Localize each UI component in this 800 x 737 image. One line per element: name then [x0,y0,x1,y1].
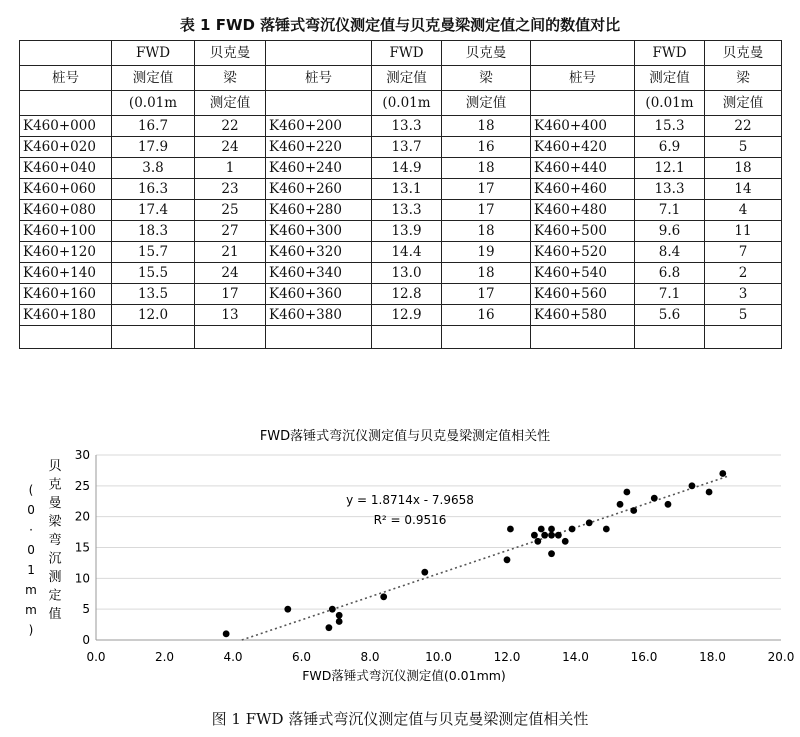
header-cell: 测定值 [635,66,705,91]
value-cell: 23 [195,179,266,200]
y-label-char: 值 [48,607,62,622]
value-cell: 18.3 [112,221,195,242]
data-point [548,532,555,539]
data-point [706,489,713,496]
value-cell: 16.7 [112,116,195,137]
y-axis-label [25,459,62,637]
data-point [336,612,343,619]
data-point [562,538,569,545]
value-cell: 24 [195,263,266,284]
y-label-unit-char: m [25,603,37,617]
data-point [586,519,593,526]
header-cell: FWD [635,41,705,66]
station-cell: K460+260 [266,179,372,200]
data-point [630,507,637,514]
station-cell: K460+560 [531,284,635,305]
y-label-char: 测 [48,570,62,585]
station-cell: K460+280 [266,200,372,221]
station-cell: K460+100 [20,221,112,242]
value-cell [112,326,195,349]
value-cell: 5.6 [635,305,705,326]
x-tick-label: 6.0 [291,650,312,664]
header-cell: 贝克曼 [442,41,531,66]
value-cell: 6.8 [635,263,705,284]
station-cell: K460+360 [266,284,372,305]
data-point [223,630,230,637]
x-tick-label: 18.0 [699,650,726,664]
y-label-unit-char: · [29,523,33,537]
header-cell: 贝克曼 [705,41,782,66]
y-label-char: 克 [48,477,62,493]
station-cell: K460+500 [531,221,635,242]
data-point [603,526,610,533]
station-cell: K460+460 [531,179,635,200]
table-row [20,305,782,326]
value-cell: 17 [442,200,531,221]
table-row [20,116,782,137]
y-label-char: 梁 [48,514,62,530]
y-tick-label: 15 [74,540,90,555]
value-cell: 15.3 [635,116,705,137]
table-row [20,158,782,179]
station-cell [20,326,112,349]
station-cell: K460+540 [531,263,635,284]
y-label-unit-char: 0 [27,543,35,557]
value-cell: 3 [705,284,782,305]
comparison-table [19,40,782,349]
station-cell: K460+120 [20,242,112,263]
y-label-char: 贝 [48,459,62,474]
header-cell: 贝克曼 [195,41,266,66]
value-cell [195,326,266,349]
station-cell: K460+000 [20,116,112,137]
value-cell: 13.5 [112,284,195,305]
value-cell: 16.3 [112,179,195,200]
data-point [548,550,555,557]
table-header-row [20,91,782,116]
data-point [421,569,428,576]
table-row [20,284,782,305]
station-cell: K460+580 [531,305,635,326]
station-cell: K460+380 [266,305,372,326]
header-cell: 测定值 [372,66,442,91]
r-squared-label: R² = 0.9516 [373,513,447,527]
value-cell [635,326,705,349]
data-point [531,532,538,539]
value-cell: 15.5 [112,263,195,284]
value-cell: 22 [705,116,782,137]
station-cell: K460+440 [531,158,635,179]
header-cell: 测定值 [442,91,531,116]
header-cell: FWD [112,41,195,66]
value-cell: 13.0 [372,263,442,284]
value-cell: 15.7 [112,242,195,263]
y-label-unit-char: ( [28,483,34,497]
value-cell: 13.1 [372,179,442,200]
station-cell: K460+400 [531,116,635,137]
table-row [20,326,782,349]
header-cell: (0.01m [112,91,195,116]
table-row [20,137,782,158]
value-cell: 12.0 [112,305,195,326]
value-cell: 22 [195,116,266,137]
y-label-char: 沉 [48,551,62,567]
value-cell: 13.7 [372,137,442,158]
header-cell: 桩号 [20,66,112,91]
header-cell: 测定值 [705,91,782,116]
table-title: 表 1 FWD 落锤式弯沉仪测定值与贝克曼梁测定值之间的数值对比 [179,16,621,34]
table-header-row [20,41,782,66]
station-cell: K460+300 [266,221,372,242]
data-point [617,501,624,508]
table-row [20,179,782,200]
value-cell: 14.9 [372,158,442,179]
tick-labels [75,448,795,664]
y-label-unit-char: ) [28,623,34,637]
header-cell [531,91,635,116]
value-cell: 1 [195,158,266,179]
value-cell: 12.8 [372,284,442,305]
data-points [223,470,726,637]
y-tick-label: 25 [74,478,90,493]
value-cell [705,326,782,349]
header-cell: 梁 [705,66,782,91]
header-cell [531,41,635,66]
y-label-char: 定 [48,588,62,604]
station-cell: K460+160 [20,284,112,305]
station-cell: K460+320 [266,242,372,263]
value-cell: 3.8 [112,158,195,179]
header-cell: (0.01m [372,91,442,116]
x-tick-label: 20.0 [767,650,795,664]
value-cell: 18 [442,263,531,284]
value-cell: 12.9 [372,305,442,326]
value-cell: 14.4 [372,242,442,263]
data-point [534,538,541,545]
value-cell: 13.3 [372,200,442,221]
x-tick-label: 2.0 [154,650,175,664]
x-tick-label: 14.0 [562,650,589,664]
value-cell: 13 [195,305,266,326]
value-cell: 5 [705,305,782,326]
value-cell: 19 [442,242,531,263]
figure-caption: 图 1 FWD 落锤式弯沉仪测定值与贝克曼梁测定值相关性 [211,710,589,728]
data-point [336,618,343,625]
y-label-unit-char: 1 [27,563,35,577]
station-cell: K460+480 [531,200,635,221]
table-row [20,242,782,263]
x-tick-label: 12.0 [493,650,521,664]
header-cell: 测定值 [112,66,195,91]
header-cell [266,41,372,66]
data-point [507,526,514,533]
data-point [380,593,387,600]
station-cell [531,326,635,349]
station-cell: K460+060 [20,179,112,200]
data-point [651,495,658,502]
value-cell: 7.1 [635,200,705,221]
header-cell: (0.01m [635,91,705,116]
regression-equation: y = 1.8714x - 7.9658 [346,493,474,507]
grid-lines [96,455,781,609]
data-point [548,526,555,533]
table-row [20,221,782,242]
value-cell: 7.1 [635,284,705,305]
value-cell: 12.1 [635,158,705,179]
data-point [689,482,696,489]
value-cell: 9.6 [635,221,705,242]
value-cell: 13.9 [372,221,442,242]
value-cell: 17 [442,179,531,200]
value-cell [372,326,442,349]
header-cell: 梁 [442,66,531,91]
data-point [541,532,548,539]
value-cell: 17.9 [112,137,195,158]
header-cell: 测定值 [195,91,266,116]
station-cell: K460+040 [20,158,112,179]
y-label-char: 弯 [48,533,62,548]
chart-title: FWD落锤式弯沉仪测定值与贝克曼梁测定值相关性 [259,429,551,444]
value-cell: 17 [442,284,531,305]
y-tick-label: 0 [82,633,90,647]
data-point [504,556,511,563]
value-cell: 6.9 [635,137,705,158]
value-cell: 16 [442,305,531,326]
value-cell: 13.3 [635,179,705,200]
value-cell: 18 [442,116,531,137]
header-cell [20,91,112,116]
value-cell: 16 [442,137,531,158]
value-cell: 13.3 [372,116,442,137]
data-point [719,470,726,477]
header-cell: FWD [372,41,442,66]
value-cell: 21 [195,242,266,263]
station-cell: K460+240 [266,158,372,179]
value-cell: 8.4 [635,242,705,263]
station-cell: K460+080 [20,200,112,221]
header-cell [20,41,112,66]
y-tick-label: 10 [74,571,90,586]
x-axis-label: FWD落锤式弯沉仪测定值(0.01mm) [302,668,506,683]
value-cell: 17 [195,284,266,305]
station-cell: K460+220 [266,137,372,158]
header-cell: 桩号 [531,66,635,91]
header-cell [266,91,372,116]
data-point [326,624,333,631]
value-cell: 27 [195,221,266,242]
station-cell: K460+180 [20,305,112,326]
header-cell: 桩号 [266,66,372,91]
value-cell: 25 [195,200,266,221]
value-cell: 5 [705,137,782,158]
value-cell: 14 [705,179,782,200]
chart-svg [25,418,795,694]
value-cell: 2 [705,263,782,284]
x-tick-label: 8.0 [360,650,380,664]
table-header-row [20,66,782,91]
station-cell: K460+020 [20,137,112,158]
value-cell: 18 [442,221,531,242]
y-label-unit-char: m [25,583,37,597]
x-tick-label: 0.0 [86,650,106,664]
value-cell: 4 [705,200,782,221]
x-tick-label: 16.0 [630,650,658,664]
value-cell: 24 [195,137,266,158]
station-cell [266,326,372,349]
value-cell [442,326,531,349]
data-point [569,526,576,533]
data-point [538,526,545,533]
value-cell: 17.4 [112,200,195,221]
x-tick-label: 10.0 [425,650,452,664]
data-point [329,606,336,613]
station-cell: K460+340 [266,263,372,284]
station-cell: K460+200 [266,116,372,137]
station-cell: K460+420 [531,137,635,158]
y-label-unit-char: 0 [27,503,35,517]
value-cell: 18 [442,158,531,179]
y-tick-label: 20 [74,509,90,524]
scatter-chart [25,418,795,694]
table-row [20,200,782,221]
station-cell: K460+520 [531,242,635,263]
value-cell: 7 [705,242,782,263]
value-cell: 11 [705,221,782,242]
data-point [555,532,562,539]
x-tick-label: 4.0 [223,650,243,664]
table-row [20,263,782,284]
station-cell: K460+140 [20,263,112,284]
y-label-char: 曼 [48,496,62,511]
data-point [623,489,630,496]
y-tick-label: 30 [74,448,90,462]
y-tick-label: 5 [82,602,90,617]
value-cell: 18 [705,158,782,179]
data-point [665,501,672,508]
data-point [284,606,291,613]
header-cell: 梁 [195,66,266,91]
